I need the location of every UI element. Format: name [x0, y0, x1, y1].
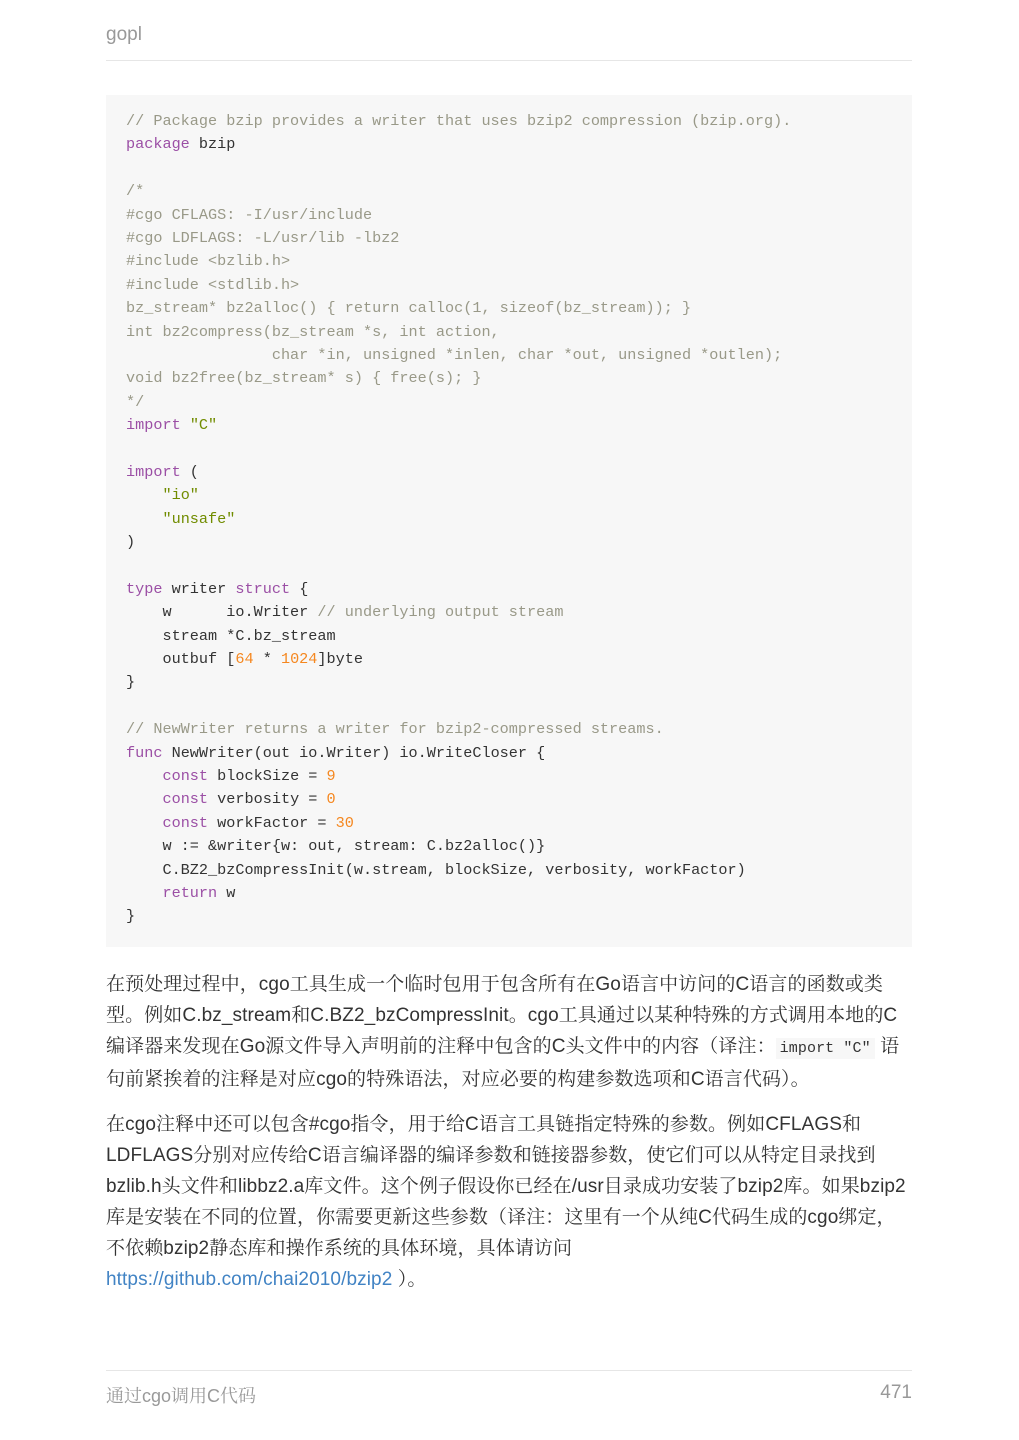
code-token: struct	[235, 579, 291, 598]
paragraph-text: 语句前紧挨着的注释是对应cgo的特殊语法，对应必要的构建参数选项和C语言代码）。	[106, 1036, 900, 1090]
code-token: w io.Writer	[126, 603, 318, 622]
code-token: func	[126, 743, 163, 762]
code-token: {	[290, 579, 309, 598]
code-line	[126, 180, 892, 203]
code-token	[126, 884, 162, 902]
code-line	[126, 321, 892, 344]
code-line	[126, 133, 892, 156]
code-token: 30	[335, 813, 354, 832]
code-token: workFactor =	[208, 813, 336, 832]
code-token	[181, 416, 190, 434]
code-line	[126, 274, 892, 297]
code-token	[126, 767, 162, 785]
code-line	[126, 391, 892, 414]
code-token: C.BZ2_bzCompressInit(w.stream, blockSize, verbosity, workFactor)	[126, 860, 746, 879]
code-token: verbosity =	[208, 790, 327, 809]
code-line	[126, 227, 892, 250]
page-number: 471	[880, 1382, 912, 1403]
code-line	[126, 671, 892, 694]
code-token: package	[126, 135, 190, 154]
code-token: bzip	[189, 135, 236, 154]
code-line	[126, 250, 892, 273]
footer-section-title: 通过cgo调用C代码	[106, 1386, 257, 1406]
code-line	[126, 788, 892, 811]
paragraph-text: 在cgo注释中还可以包含#cgo指令，用于给C语言工具链指定特殊的参数。例如CFLAGS和LDFLAGS分别对应传给C语言编译器的编译参数和链接器参数，使它们可以从特定目录找到bzlib.h头文件和libbz2.a库文件。这个例子假设你已经在/usr目录成功安装了bzip2库。如果bzip2库是安装在不同的位置，你需要更新这些参数（译注：这里有一个从纯C代码生成的cgo绑定，不依赖bzip2静态库和操作系统的具体环境，具体请访问	[106, 1114, 906, 1259]
code-token: )	[126, 533, 136, 552]
code-line	[126, 905, 892, 928]
code-line	[126, 508, 892, 531]
code-token: ]byte	[317, 649, 363, 668]
header-divider	[106, 60, 912, 61]
code-token: w	[217, 883, 236, 902]
code-line	[126, 554, 892, 577]
code-token: }	[126, 673, 136, 692]
code-line	[126, 204, 892, 227]
code-token: }	[126, 907, 136, 926]
code-line	[126, 765, 892, 788]
code-line	[126, 484, 892, 507]
code-line	[126, 882, 892, 905]
code-token: // underlying output stream	[317, 603, 564, 622]
code-token: #cgo CFLAGS: -I/usr/include	[126, 205, 373, 224]
code-line	[126, 742, 892, 765]
code-token: w := &writer{w: out, stream: C.bz2alloc()}	[126, 837, 546, 856]
code-line	[126, 812, 892, 835]
code-token: /*	[126, 182, 145, 201]
code-token: #include <stdlib.h>	[126, 275, 300, 294]
code-token	[126, 510, 162, 528]
code-line	[126, 414, 892, 437]
code-token: "C"	[189, 416, 218, 435]
code-token: type	[126, 579, 163, 598]
code-token: import	[126, 416, 181, 435]
code-token	[126, 790, 162, 808]
code-block	[106, 95, 912, 947]
code-token: (	[180, 462, 199, 481]
code-token: 9	[326, 766, 336, 785]
code-line	[126, 835, 892, 858]
paragraph-preprocessing	[106, 969, 912, 1095]
code-line	[126, 578, 892, 601]
code-token: // Package bzip provides a writer that uses bzip2 compression (bzip.org).	[126, 112, 792, 130]
code-token: const	[162, 766, 209, 785]
code-line	[126, 695, 892, 718]
code-token: outbuf [	[126, 649, 236, 668]
code-token	[126, 486, 162, 504]
code-line	[126, 461, 892, 484]
code-line	[126, 531, 892, 554]
code-token: writer	[162, 579, 236, 598]
code-token: bz_stream* bz2alloc() { return calloc(1, sizeof(bz_stream)); }	[126, 299, 692, 318]
code-token	[126, 814, 162, 832]
inline-code: import "C"	[776, 1038, 875, 1059]
code-token: stream *C.bz_stream	[126, 626, 336, 645]
code-token: 1024	[280, 649, 318, 668]
code-token: void bz2free(bz_stream* s) { free(s); }	[126, 369, 482, 388]
code-token: NewWriter(out io.Writer) io.WriteCloser {	[162, 743, 546, 762]
code-token: 0	[326, 790, 336, 809]
bzip2-link[interactable]: https://github.com/chai2010/bzip2	[106, 1269, 393, 1290]
code-line	[126, 648, 892, 671]
code-line	[126, 437, 892, 460]
code-line	[126, 157, 892, 180]
code-token: 64	[235, 649, 254, 668]
code-line	[126, 344, 892, 367]
code-token: const	[162, 813, 209, 832]
code-token: */	[126, 392, 145, 411]
code-token: import	[126, 462, 181, 481]
footer-divider	[106, 1370, 912, 1371]
code-token: const	[162, 790, 209, 809]
code-line	[126, 625, 892, 648]
code-line	[126, 718, 892, 741]
code-line	[126, 601, 892, 624]
code-line	[126, 297, 892, 320]
code-line	[126, 859, 892, 882]
paragraph-cgo-directives	[106, 1109, 912, 1295]
code-token: char *in, unsigned *inlen, char *out, unsigned *outlen);	[126, 345, 783, 364]
paragraph-text: 在预处理过程中，cgo工具生成一个临时包用于包含所有在Go语言中访问的C语言的函数或类型。例如C.bz_stream和C.BZ2_bzCompressInit。cgo工具通过以某种特殊的方式调用本地的C编译器来发现在Go源文件导入声明前的注释中包含的C头文件中的内容（译注：	[106, 974, 898, 1057]
code-token: int bz2compress(bz_stream *s, int action,	[126, 322, 500, 341]
paragraph-text: ）。	[392, 1269, 427, 1290]
code-line	[126, 110, 892, 133]
running-header: gopl	[106, 24, 142, 45]
code-line	[126, 367, 892, 390]
code-token: #cgo LDFLAGS: -L/usr/lib -lbz2	[126, 228, 400, 247]
code-token: blockSize =	[208, 766, 327, 785]
code-token: *	[253, 649, 281, 668]
code-token: // NewWriter returns a writer for bzip2-compressed streams.	[126, 720, 664, 739]
code-token: return	[162, 883, 218, 902]
code-token: #include <bzlib.h>	[126, 252, 291, 271]
code-token: "io"	[162, 486, 199, 505]
code-token: "unsafe"	[162, 509, 236, 528]
